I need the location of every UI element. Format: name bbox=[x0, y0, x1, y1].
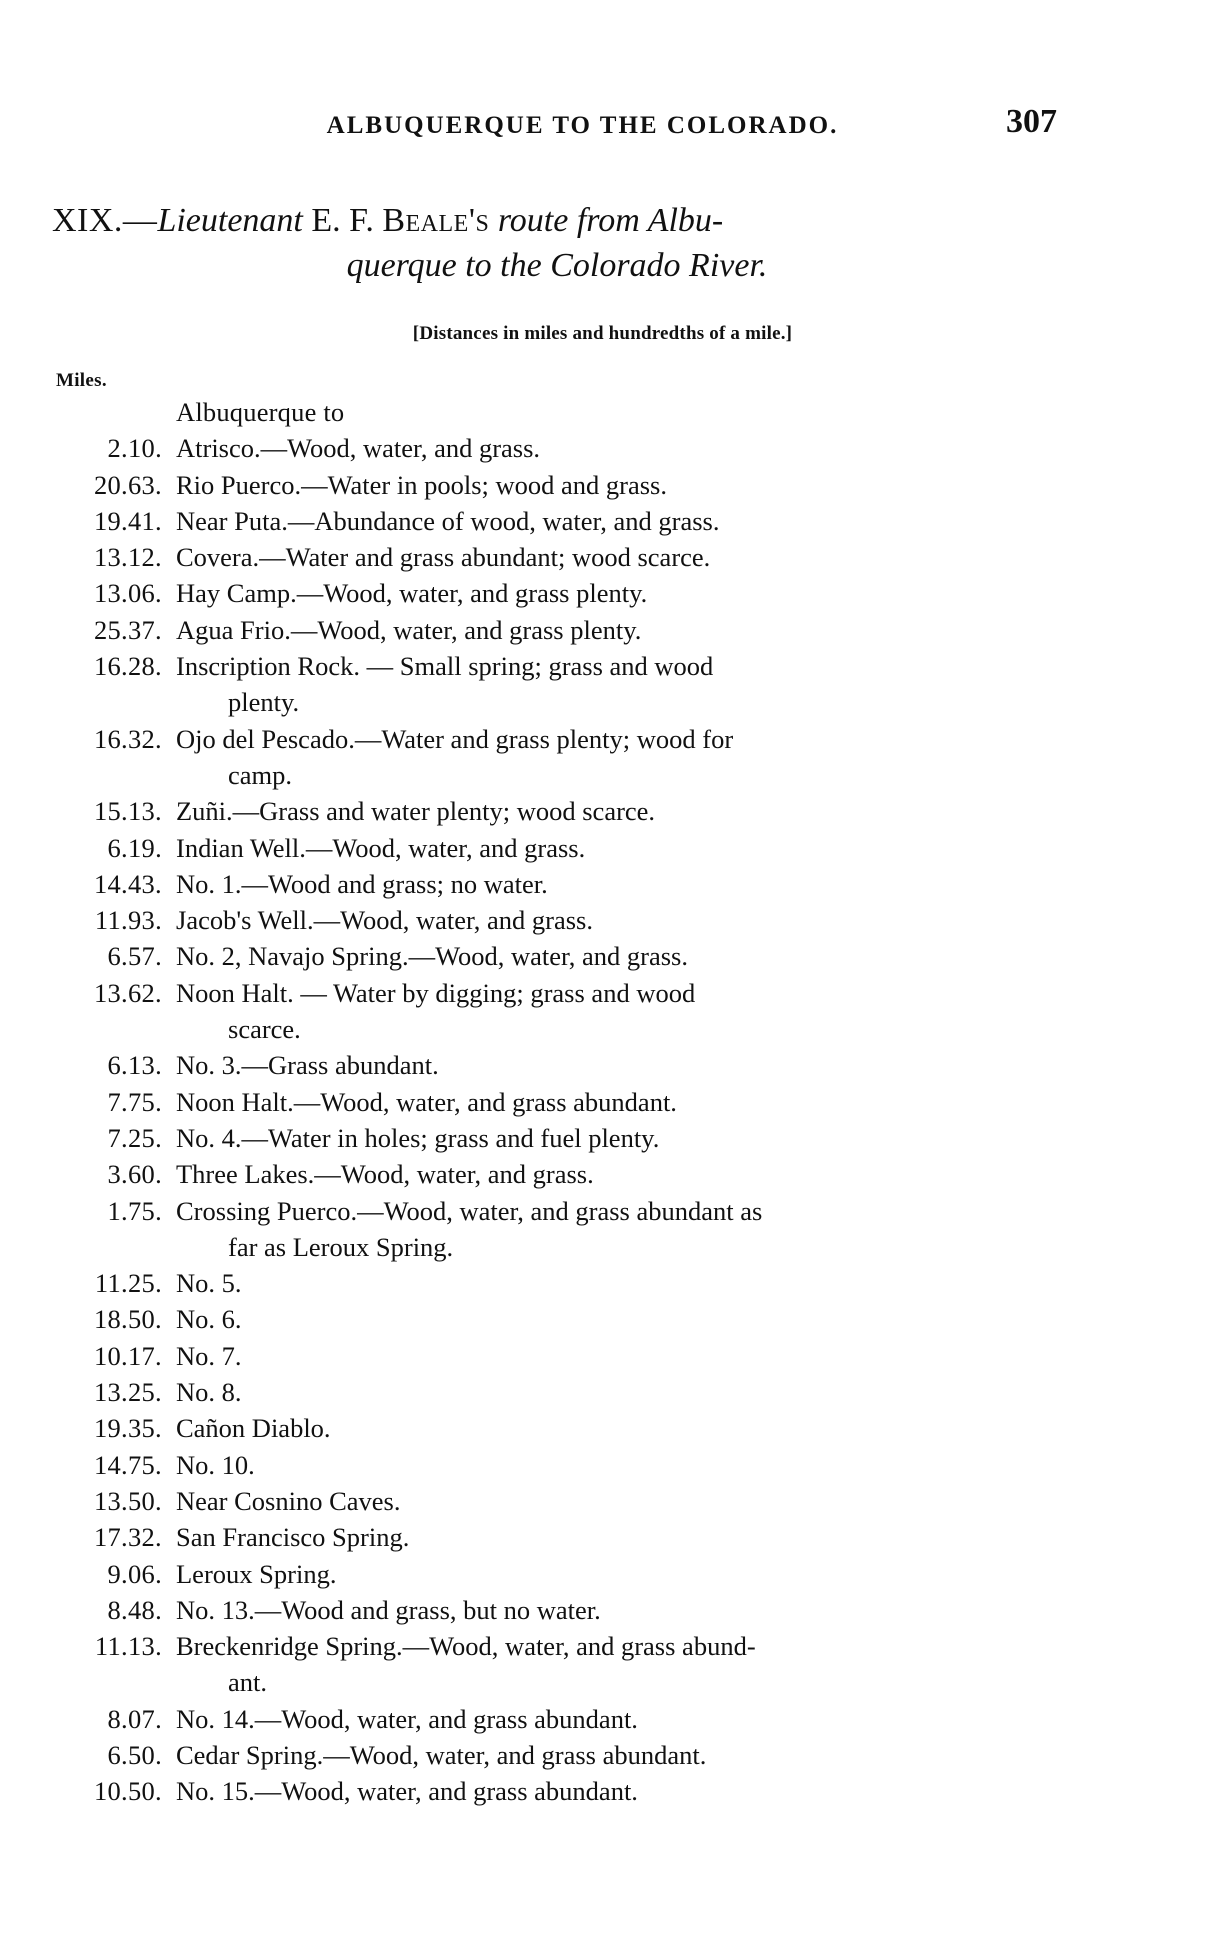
list-item bbox=[56, 612, 1146, 648]
list-item bbox=[56, 1773, 1146, 1809]
entry-text: Inscription Rock. — Small spring; grass and wood plenty. bbox=[174, 648, 1146, 721]
entry-text: Breckenridge Spring.—Wood, water, and grass abund- ant. bbox=[174, 1628, 1146, 1701]
entry-miles: 18.50. bbox=[93, 1304, 162, 1335]
entry-miles: 6.13. bbox=[107, 1050, 162, 1081]
entry-miles: 16.28. bbox=[93, 651, 162, 682]
list-item bbox=[56, 1592, 1146, 1628]
list-item bbox=[56, 1410, 1146, 1446]
entry-miles: 13.06. bbox=[93, 578, 162, 609]
list-item bbox=[56, 648, 1146, 721]
entry-text: Rio Puerco.—Water in pools; wood and grass. bbox=[176, 469, 667, 500]
list-item bbox=[56, 1301, 1146, 1337]
entry-text: Covera.—Water and grass abundant; wood scarce. bbox=[176, 542, 711, 573]
entry-miles: 10.17. bbox=[93, 1340, 162, 1371]
entry-miles: 11.93. bbox=[94, 905, 162, 936]
entry-text: No. 14.—Wood, water, and grass abundant. bbox=[176, 1703, 638, 1734]
entry-continuation: far as Leroux Spring. bbox=[228, 1231, 454, 1262]
entry-miles: 13.25. bbox=[93, 1377, 162, 1408]
list-item bbox=[56, 1556, 1146, 1592]
entry-text: Near Puta.—Abundance of wood, water, and grass. bbox=[176, 505, 720, 536]
entry-text: Indian Well.—Wood, water, and grass. bbox=[176, 832, 586, 863]
entry-text: Noon Halt. — Water by digging; grass and wood scarce. bbox=[174, 975, 1146, 1048]
list-item bbox=[56, 1737, 1146, 1773]
list-item bbox=[56, 1519, 1146, 1555]
entry-text: No. 1.—Wood and grass; no water. bbox=[176, 868, 548, 899]
entry-text: Ojo del Pescado.—Water and grass plenty; wood for camp. bbox=[174, 721, 1146, 794]
list-item bbox=[56, 1374, 1146, 1410]
list-item bbox=[56, 1120, 1146, 1156]
entry-text: Cañon Diablo. bbox=[176, 1413, 331, 1444]
column-header-miles: Miles. bbox=[56, 370, 107, 391]
list-item bbox=[56, 1338, 1146, 1374]
list-item bbox=[56, 1193, 1146, 1266]
list-item bbox=[56, 938, 1146, 974]
entry-text: Albuquerque to bbox=[176, 397, 345, 427]
list-item bbox=[56, 721, 1146, 794]
entry-miles: 11.25. bbox=[94, 1268, 162, 1299]
entry-miles: 7.75. bbox=[107, 1086, 162, 1117]
entry-text: Hay Camp.—Wood, water, and grass plenty. bbox=[176, 578, 648, 609]
entry-text: Atrisco.—Wood, water, and grass. bbox=[176, 433, 541, 464]
list-item bbox=[56, 1483, 1146, 1519]
itinerary-list bbox=[56, 394, 1146, 1810]
entry-miles: 19.35. bbox=[93, 1413, 162, 1444]
running-head-title: ALBUQUERQUE TO THE COLORADO. bbox=[326, 112, 839, 139]
list-item bbox=[56, 503, 1146, 539]
list-item bbox=[56, 430, 1146, 466]
subtitle-note: [Distances in miles and hundredths of a mile.] bbox=[412, 323, 793, 344]
list-item bbox=[56, 1628, 1146, 1701]
page-title bbox=[52, 198, 1152, 288]
list-item bbox=[56, 793, 1146, 829]
entry-text: No. 8. bbox=[176, 1377, 242, 1408]
list-item bbox=[56, 575, 1146, 611]
entry-miles: 2.10. bbox=[107, 433, 162, 464]
entry-text: Jacob's Well.—Wood, water, and grass. bbox=[176, 905, 593, 936]
list-item bbox=[56, 1701, 1146, 1737]
entry-continuation: camp. bbox=[228, 759, 293, 790]
entry-text: Crossing Puerco.—Wood, water, and grass abundant as far as Leroux Spring. bbox=[174, 1193, 1146, 1266]
list-item bbox=[56, 394, 1146, 430]
entry-miles: 9.06. bbox=[107, 1558, 162, 1589]
entry-text: Cedar Spring.—Wood, water, and grass abundant. bbox=[176, 1739, 707, 1770]
entry-text: No. 2, Navajo Spring.—Wood, water, and grass. bbox=[176, 941, 688, 972]
entry-text: No. 3.—Grass abundant. bbox=[176, 1050, 439, 1081]
list-item bbox=[56, 1265, 1146, 1301]
entry-text: Noon Halt.—Wood, water, and grass abundant. bbox=[176, 1086, 677, 1117]
entry-miles: 8.07. bbox=[107, 1703, 162, 1734]
entry-miles: 25.37. bbox=[93, 614, 162, 645]
entry-text: No. 10. bbox=[176, 1449, 255, 1480]
entry-miles: 1.75. bbox=[107, 1195, 162, 1226]
list-item bbox=[56, 539, 1146, 575]
entry-miles: 14.75. bbox=[93, 1449, 162, 1480]
entry-miles: 6.57. bbox=[107, 941, 162, 972]
entry-miles: 11.13. bbox=[94, 1631, 162, 1662]
list-item bbox=[56, 1156, 1146, 1192]
entry-miles: 16.32. bbox=[93, 723, 162, 754]
title-name-beale: Beale's bbox=[382, 202, 490, 239]
entry-miles: 13.50. bbox=[93, 1485, 162, 1516]
entry-miles: 8.48. bbox=[107, 1594, 162, 1625]
entry-miles: 15.13. bbox=[93, 796, 162, 827]
entry-miles: 6.19. bbox=[107, 832, 162, 863]
entry-text: No. 7. bbox=[176, 1340, 242, 1371]
entry-text: San Francisco Spring. bbox=[176, 1522, 410, 1553]
title-line-two: querque to the Colorado River. bbox=[346, 247, 768, 285]
entry-text: Three Lakes.—Wood, water, and grass. bbox=[176, 1159, 594, 1190]
entry-miles: 13.12. bbox=[93, 542, 162, 573]
list-item bbox=[56, 830, 1146, 866]
entry-text: Agua Frio.—Wood, water, and grass plenty. bbox=[176, 614, 642, 645]
entry-text: Zuñi.—Grass and water plenty; wood scarce. bbox=[176, 796, 656, 827]
entry-continuation: plenty. bbox=[228, 687, 300, 718]
entry-text: No. 13.—Wood and grass, but no water. bbox=[176, 1594, 601, 1625]
entry-text: No. 6. bbox=[176, 1304, 242, 1335]
entry-miles: 3.60. bbox=[107, 1159, 162, 1190]
page-number: 307 bbox=[1006, 103, 1057, 140]
list-item bbox=[56, 975, 1146, 1048]
entry-miles: 6.50. bbox=[107, 1739, 162, 1770]
list-item bbox=[56, 1047, 1146, 1083]
entry-miles: 7.25. bbox=[107, 1122, 162, 1153]
entry-miles: 17.32. bbox=[93, 1522, 162, 1553]
list-item bbox=[56, 1447, 1146, 1483]
entry-continuation: ant. bbox=[228, 1667, 267, 1698]
title-italic-lieutenant: Lieutenant bbox=[157, 202, 303, 239]
entry-text: Leroux Spring. bbox=[176, 1558, 337, 1589]
list-item bbox=[56, 467, 1146, 503]
list-item bbox=[56, 866, 1146, 902]
title-initials: E. F. bbox=[311, 202, 374, 239]
entry-miles: 10.50. bbox=[93, 1776, 162, 1807]
section-number: XIX.— bbox=[52, 202, 158, 239]
list-item bbox=[56, 902, 1146, 938]
entry-text: No. 15.—Wood, water, and grass abundant. bbox=[176, 1776, 638, 1807]
entry-text: No. 4.—Water in holes; grass and fuel plenty. bbox=[176, 1122, 660, 1153]
entry-miles: 14.43. bbox=[93, 868, 162, 899]
entry-continuation: scarce. bbox=[228, 1014, 301, 1045]
list-item bbox=[56, 1084, 1146, 1120]
entry-text: No. 5. bbox=[176, 1268, 242, 1299]
entry-text: Near Cosnino Caves. bbox=[176, 1485, 401, 1516]
entry-miles: 13.62. bbox=[93, 977, 162, 1008]
entry-miles: 19.41. bbox=[93, 505, 162, 536]
entry-miles: 20.63. bbox=[93, 469, 162, 500]
title-italic-route: route from Albu- bbox=[497, 202, 724, 239]
